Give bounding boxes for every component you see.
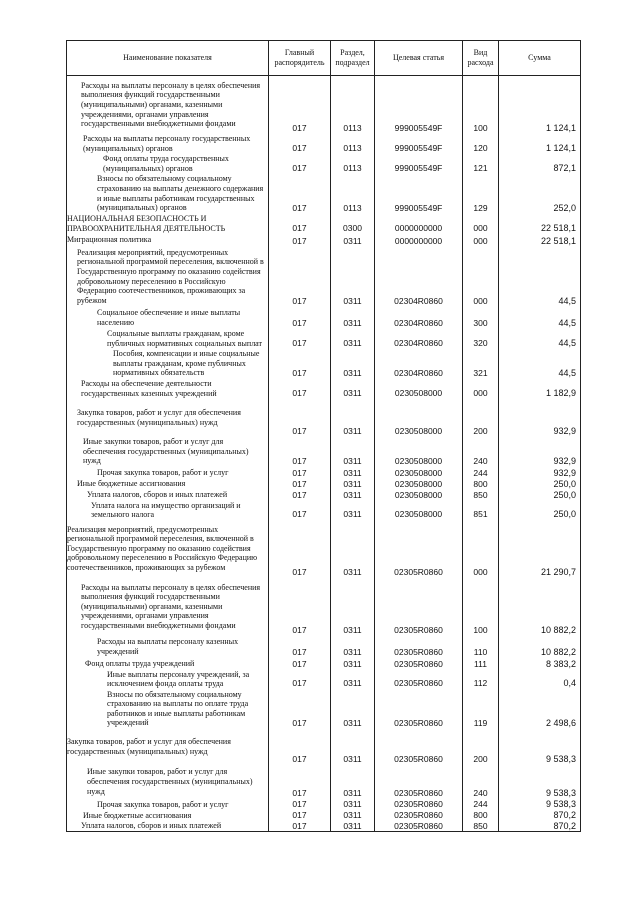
row-name: Иные выплаты персоналу учреждений, за исключением фонда оплаты труда [67,670,269,689]
row-chief: 017 [269,437,331,467]
row-section: 0311 [331,349,375,379]
row-chief: 017 [269,76,331,134]
row-sum: 0,4 [499,670,581,689]
row-chief: 017 [269,399,331,437]
row-article: 02305R0860 [375,658,463,670]
row-section: 0311 [331,578,375,636]
row-section: 0311 [331,520,375,578]
row-article: 0230508000 [375,467,463,479]
row-section: 0311 [331,636,375,658]
header-article: Целевая статья [375,41,463,76]
header-type: Вид расхода [463,41,499,76]
row-section: 0311 [331,490,375,501]
row-type: 240 [463,765,499,799]
row-chief: 017 [269,765,331,799]
row-section: 0311 [331,234,375,247]
row-type: 851 [463,501,499,520]
row-section: 0311 [331,658,375,670]
row-sum: 10 882,2 [499,578,581,636]
row-sum: 1 182,9 [499,379,581,399]
row-section: 0311 [331,399,375,437]
table-row [67,765,581,799]
row-type: 200 [463,399,499,437]
table-row [67,821,581,832]
row-chief: 017 [269,214,331,234]
row-sum: 2 498,6 [499,689,581,729]
row-article: 02305R0860 [375,729,463,765]
row-article: 999005549F [375,134,463,154]
row-section: 0311 [331,689,375,729]
row-chief: 017 [269,467,331,479]
table-row [67,234,581,247]
table-row [67,689,581,729]
row-name: Расходы на выплаты персоналу казенных учреждений [67,636,269,658]
row-chief: 017 [269,329,331,349]
table-row [67,329,581,349]
row-type: 000 [463,520,499,578]
row-article: 02305R0860 [375,520,463,578]
row-chief: 017 [269,134,331,154]
row-article: 02305R0860 [375,670,463,689]
row-chief: 017 [269,658,331,670]
table-row [67,479,581,490]
row-name: НАЦИОНАЛЬНАЯ БЕЗОПАСНОСТЬ И ПРАВООХРАНИТЕЛЬНАЯ ДЕЯТЕЛЬНОСТЬ [67,214,269,234]
row-type: 000 [463,379,499,399]
row-chief: 017 [269,379,331,399]
table-row [67,154,581,174]
row-section: 0311 [331,810,375,821]
row-sum: 9 538,3 [499,729,581,765]
table-row [67,799,581,810]
row-sum: 22 518,1 [499,214,581,234]
row-name: Социальное обеспечение и иные выплаты населению [67,307,269,329]
row-type: 240 [463,437,499,467]
row-article: 0230508000 [375,379,463,399]
row-article: 0000000000 [375,234,463,247]
row-type: 119 [463,689,499,729]
row-section: 0311 [331,821,375,832]
row-name: Миграционная политика [67,234,269,247]
row-sum: 44,5 [499,307,581,329]
row-chief: 017 [269,821,331,832]
row-sum: 8 383,2 [499,658,581,670]
row-chief: 017 [269,501,331,520]
row-section: 0113 [331,174,375,214]
row-sum: 932,9 [499,467,581,479]
row-chief: 017 [269,479,331,490]
row-section: 0311 [331,479,375,490]
row-sum: 932,9 [499,437,581,467]
table-row [67,76,581,134]
row-sum: 870,2 [499,821,581,832]
row-article: 0000000000 [375,214,463,234]
row-section: 0311 [331,765,375,799]
budget-table [66,40,581,832]
row-sum: 9 538,3 [499,799,581,810]
row-section: 0300 [331,214,375,234]
row-chief: 017 [269,636,331,658]
row-chief: 017 [269,729,331,765]
row-section: 0311 [331,437,375,467]
header-name: Наименование показателя [67,41,269,76]
row-type: 800 [463,810,499,821]
row-section: 0311 [331,307,375,329]
row-chief: 017 [269,247,331,307]
row-section: 0311 [331,501,375,520]
row-article: 0230508000 [375,479,463,490]
row-section: 0311 [331,247,375,307]
row-sum: 44,5 [499,329,581,349]
row-section: 0311 [331,329,375,349]
row-sum: 44,5 [499,247,581,307]
row-type: 100 [463,578,499,636]
row-article: 02304R0860 [375,329,463,349]
row-chief: 017 [269,670,331,689]
row-article: 02305R0860 [375,689,463,729]
table-row [67,399,581,437]
row-name: Иные бюджетные ассигнования [67,810,269,821]
row-name: Взносы по обязательному социальному страхованию на выплаты денежного содержания и иные выплаты работникам государственных (муниципальных) органов [67,174,269,214]
row-section: 0311 [331,799,375,810]
table-row [67,729,581,765]
row-name: Иные закупки товаров, работ и услуг для обеспечения государственных (муниципальных) нужд [67,437,269,467]
row-name: Фонд оплаты труда учреждений [67,658,269,670]
row-type: 121 [463,154,499,174]
header-sum: Сумма [499,41,581,76]
row-sum: 250,0 [499,490,581,501]
row-article: 0230508000 [375,399,463,437]
row-name: Уплата налогов, сборов и иных платежей [67,490,269,501]
row-article: 999005549F [375,76,463,134]
row-type: 000 [463,234,499,247]
row-name: Уплата налога на имущество организаций и земельного налога [67,501,269,520]
row-sum: 1 124,1 [499,134,581,154]
table-row [67,520,581,578]
table-row [67,636,581,658]
header-section: Раздел, подраздел [331,41,375,76]
row-sum: 872,1 [499,154,581,174]
row-name: Расходы на выплаты персоналу в целях обеспечения выполнения функций государственными (муниципальными) органами, казенными учреждениями, органами управления государственными внебюджетными фондами [67,76,269,134]
row-article: 999005549F [375,154,463,174]
row-article: 0230508000 [375,437,463,467]
row-name: Прочая закупка товаров, работ и услуг [67,467,269,479]
row-type: 120 [463,134,499,154]
row-chief: 017 [269,349,331,379]
row-type: 129 [463,174,499,214]
table-row [67,658,581,670]
row-name: Иные бюджетные ассигнования [67,479,269,490]
row-name: Закупка товаров, работ и услуг для обеспечения государственных (муниципальных) нужд [67,729,269,765]
row-type: 244 [463,799,499,810]
row-type: 112 [463,670,499,689]
row-article: 02305R0860 [375,765,463,799]
row-chief: 017 [269,490,331,501]
row-name: Расходы на обеспечение деятельности государственных казенных учреждений [67,379,269,399]
table-row [67,134,581,154]
table-row [67,578,581,636]
row-sum: 250,0 [499,501,581,520]
row-section: 0311 [331,670,375,689]
row-sum: 252,0 [499,174,581,214]
row-name: Прочая закупка товаров, работ и услуг [67,799,269,810]
row-name: Фонд оплаты труда государственных (муниципальных) органов [67,154,269,174]
row-name: Социальные выплаты гражданам, кроме публичных нормативных социальных выплат [67,329,269,349]
row-type: 110 [463,636,499,658]
row-type: 320 [463,329,499,349]
row-type: 321 [463,349,499,379]
row-sum: 932,9 [499,399,581,437]
row-sum: 1 124,1 [499,76,581,134]
table-row [67,247,581,307]
row-name: Взносы по обязательному социальному страхованию на выплаты по оплате труда работников и иные выплаты работникам учреждений [67,689,269,729]
row-sum: 250,0 [499,479,581,490]
table-row [67,349,581,379]
row-type: 200 [463,729,499,765]
row-chief: 017 [269,154,331,174]
row-article: 02305R0860 [375,578,463,636]
table-body [67,76,581,832]
table-row [67,670,581,689]
row-type: 000 [463,214,499,234]
row-chief: 017 [269,578,331,636]
table-row [67,307,581,329]
row-name: Иные закупки товаров, работ и услуг для обеспечения государственных (муниципальных) нужд [67,765,269,799]
row-article: 0230508000 [375,490,463,501]
row-article: 02304R0860 [375,307,463,329]
row-section: 0113 [331,134,375,154]
row-name: Реализация мероприятий, предусмотренных региональной программой переселения, включенной в Государственную программу по оказанию содействия добровольному переселению в Российскую Федерацию соотечественников, проживающих за рубежом [67,520,269,578]
row-name: Закупка товаров, работ и услуг для обеспечения государственных (муниципальных) нужд [67,399,269,437]
table-row [67,437,581,467]
row-type: 100 [463,76,499,134]
table-row [67,174,581,214]
row-chief: 017 [269,799,331,810]
row-type: 850 [463,490,499,501]
row-sum: 44,5 [499,349,581,379]
row-article: 02305R0860 [375,799,463,810]
table-header [67,41,581,76]
table-row [67,501,581,520]
row-name: Реализация мероприятий, предусмотренных региональной программой переселения, включенной в Государственную программу по оказанию содействия добровольному переселению в Российскую Федерацию соотечественников, проживающих за рубежом [67,247,269,307]
row-chief: 017 [269,174,331,214]
row-chief: 017 [269,689,331,729]
row-section: 0311 [331,467,375,479]
row-name: Расходы на выплаты персоналу в целях обеспечения выполнения функций государственными (муниципальными) органами, казенными учреждениями, органами управления государственными внебюджетными фондами [67,578,269,636]
row-sum: 870,2 [499,810,581,821]
table-row [67,379,581,399]
row-type: 800 [463,479,499,490]
row-section: 0113 [331,154,375,174]
row-article: 02305R0860 [375,821,463,832]
row-article: 02304R0860 [375,247,463,307]
row-type: 111 [463,658,499,670]
row-sum: 9 538,3 [499,765,581,799]
row-article: 0230508000 [375,501,463,520]
row-section: 0113 [331,76,375,134]
row-chief: 017 [269,520,331,578]
row-name: Пособия, компенсации и иные социальные выплаты гражданам, кроме публичных нормативных обязательств [67,349,269,379]
header-chief: Главный распорядитель [269,41,331,76]
row-type: 000 [463,247,499,307]
row-chief: 017 [269,307,331,329]
row-sum: 21 290,7 [499,520,581,578]
row-type: 300 [463,307,499,329]
row-sum: 10 882,2 [499,636,581,658]
row-type: 244 [463,467,499,479]
row-article: 02305R0860 [375,810,463,821]
table-row [67,214,581,234]
row-name: Уплата налогов, сборов и иных платежей [67,821,269,832]
row-article: 02305R0860 [375,636,463,658]
row-article: 02304R0860 [375,349,463,379]
row-section: 0311 [331,729,375,765]
row-chief: 017 [269,810,331,821]
table-row [67,490,581,501]
row-name: Расходы на выплаты персоналу государственных (муниципальных) органов [67,134,269,154]
table-row [67,810,581,821]
row-type: 850 [463,821,499,832]
row-chief: 017 [269,234,331,247]
row-sum: 22 518,1 [499,234,581,247]
row-article: 999005549F [375,174,463,214]
table-row [67,467,581,479]
row-section: 0311 [331,379,375,399]
